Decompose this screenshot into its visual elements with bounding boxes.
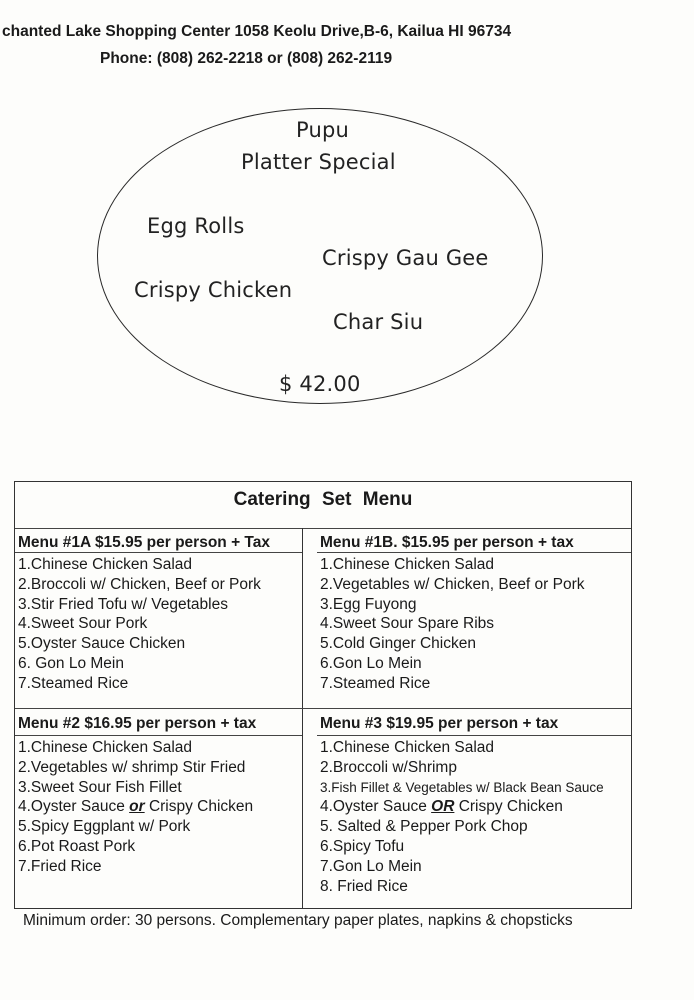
menu-item: 6.Gon Lo Mein — [320, 654, 422, 672]
menu-item-part: Crispy Chicken — [458, 798, 563, 816]
menu-item: 3.Egg Fuyong — [320, 595, 417, 613]
menu-3-header-divider — [317, 735, 631, 736]
menu-item-or: or — [129, 798, 145, 816]
menu-item-or: OR — [431, 798, 455, 816]
pupu-price: $ 42.00 — [279, 372, 361, 396]
menu-item: 6. Gon Lo Mein — [18, 654, 124, 672]
catering-title: Catering Set Menu — [233, 489, 413, 510]
menu-1a-items — [18, 555, 261, 694]
menu-item: 2.Broccoli w/ Chicken, Beef or Pork — [18, 575, 261, 593]
menu-item: 3.Stir Fried Tofu w/ Vegetables — [18, 595, 228, 613]
menu-2-header-divider — [15, 735, 302, 736]
menu-1b-header-divider — [317, 552, 631, 553]
menu-item: 4.Sweet Sour Pork — [18, 615, 148, 633]
menu-item-part: 4.Oyster Sauce — [320, 798, 427, 816]
row-divider — [15, 708, 631, 709]
menu-item: 6.Spicy Tofu — [320, 837, 405, 855]
menu-item-part: Crispy Chicken — [148, 798, 254, 816]
menu-item: 7.Fried Rice — [18, 857, 102, 875]
menu-item: 2.Broccoli w/Shrimp — [320, 758, 457, 776]
menu-3-header: Menu #3 $19.95 per person + tax — [320, 715, 559, 732]
menu-item — [18, 797, 253, 817]
menu-item: 2.Vegetables w/ Chicken, Beef or Pork — [320, 575, 585, 593]
menu-item: 5. Salted & Pepper Pork Chop — [320, 818, 528, 836]
column-divider — [302, 528, 303, 908]
menu-item: 1.Chinese Chicken Salad — [18, 739, 193, 756]
pupu-item-char-siu: Char Siu — [333, 310, 424, 334]
phone-line: Phone: (808) 262-2218 or (808) 262-2119 — [100, 50, 393, 67]
menu-item: 5.Oyster Sauce Chicken — [18, 635, 186, 653]
menu-1b-header: Menu #1B. $15.95 per person + tax — [320, 534, 574, 551]
catering-table — [14, 481, 632, 909]
pupu-title: Pupu — [296, 118, 350, 142]
menu-2-items — [18, 738, 253, 877]
menu-item: 8. Fried Rice — [320, 877, 408, 895]
menu-item: 7.Gon Lo Mein — [320, 857, 422, 875]
platter-special-title: Platter Special — [241, 150, 396, 174]
title-divider — [15, 528, 631, 529]
menu-item: 3.Sweet Sour Fish Fillet — [18, 778, 182, 796]
menu-item: 1.Chinese Chicken Salad — [320, 739, 495, 756]
menu-item: 5.Spicy Eggplant w/ Pork — [18, 818, 191, 836]
menu-item: 3.Fish Fillet & Vegetables w/ Black Bean Sauce — [320, 779, 604, 795]
menu-item: 7.Steamed Rice — [320, 674, 431, 692]
menu-item: 5.Cold Ginger Chicken — [320, 635, 476, 653]
menu-item: 6.Pot Roast Pork — [18, 837, 136, 855]
menu-1b-items — [320, 555, 585, 694]
menu-item: 7.Steamed Rice — [18, 674, 129, 692]
menu-item: 1.Chinese Chicken Salad — [320, 556, 495, 573]
menu-item: 1.Chinese Chicken Salad — [18, 556, 193, 573]
menu-item-part: 4.Oyster Sauce — [18, 798, 125, 816]
menu-2-header: Menu #2 $16.95 per person + tax — [18, 715, 257, 732]
menu-item — [320, 797, 604, 817]
pupu-item-crispy-chicken: Crispy Chicken — [134, 278, 293, 302]
pupu-item-egg-rolls: Egg Rolls — [147, 214, 245, 238]
menu-item: 2.Vegetables w/ shrimp Stir Fried — [18, 758, 246, 776]
menu-3-items — [320, 738, 604, 896]
menu-item: 4.Sweet Sour Spare Ribs — [320, 615, 495, 633]
menu-1a-header-divider — [15, 552, 302, 553]
footer-note: Minimum order: 30 persons. Complementary paper plates, napkins & chopsticks — [23, 912, 573, 929]
menu-1a-header: Menu #1A $15.95 per person + Tax — [18, 534, 270, 551]
pupu-item-crispy-gau-gee: Crispy Gau Gee — [322, 246, 489, 270]
address-line: chanted Lake Shopping Center 1058 Keolu Drive,B-6, Kailua HI 96734 — [2, 23, 512, 40]
